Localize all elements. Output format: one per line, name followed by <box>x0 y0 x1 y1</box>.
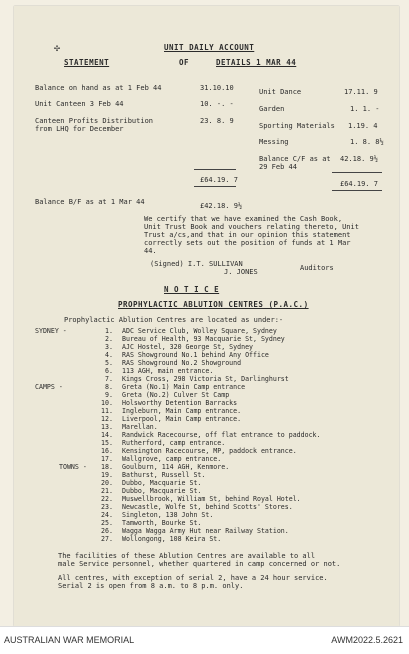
statement-of: OF <box>179 58 190 67</box>
centre-num: 26. <box>101 527 113 535</box>
centre-num: 2. <box>105 335 113 343</box>
balance-bf-label: Balance B/F as at 1 Mar 44 <box>35 198 145 206</box>
balance-bf-amount: £42.18. 9½ <box>200 202 243 210</box>
right-row-label: 29 Feb 44 <box>259 163 297 171</box>
statement-details: DETAILS 1 MAR 44 <box>216 58 297 67</box>
right-row-label: Garden <box>259 105 285 113</box>
centre-num: 15. <box>101 439 113 447</box>
right-row-label: Unit Dance <box>259 88 302 96</box>
auditors-label: Auditors <box>300 264 334 272</box>
right-row-amount: 1. 1. - <box>350 105 380 113</box>
centre-text: Marellan. <box>122 423 158 431</box>
accession-number: AWM2022.5.2621 <box>331 635 403 645</box>
centre-num: 5. <box>105 359 113 367</box>
centre-text: Kings Cross, 298 Victoria St, Darlinghurst <box>122 375 289 383</box>
centre-group: SYDNEY - <box>35 327 67 335</box>
centre-num: 19. <box>101 471 113 479</box>
institution-name: AUSTRALIAN WAR MEMORIAL <box>4 635 135 645</box>
total-rule-right <box>332 172 382 173</box>
closing-line: All centres, with exception of serial 2, have a 24 hour service. <box>58 574 328 582</box>
centre-num: 1. <box>105 327 113 335</box>
centre-num: 17. <box>101 455 113 463</box>
centre-text: Goulburn, 114 AGH, Kenmore. <box>122 463 230 471</box>
centre-num: 4. <box>105 351 113 359</box>
total-left: £64.19. 7 <box>200 176 238 184</box>
centre-text: Newcastle, Wolfe St, behind Scotts' Stores. <box>122 503 293 511</box>
centre-group: CAMPS - <box>35 383 63 391</box>
centre-num: 27. <box>101 535 113 543</box>
centre-num: 20. <box>101 479 113 487</box>
centre-num: 18. <box>101 463 113 471</box>
closing-line: Serial 2 is open from 8 a.m. to 8 p.m. only. <box>58 582 244 590</box>
centre-num: 9. <box>105 391 113 399</box>
centre-text: Wagga Wagga Army Hut near Railway Station. <box>122 527 289 535</box>
left-row-label: Balance on hand as at 1 Feb 44 <box>35 84 162 92</box>
centre-num: 16. <box>101 447 113 455</box>
right-row-amount: 1. 8. 8½ <box>350 138 384 146</box>
centre-text: Ingleburn, Main Camp entrance. <box>122 407 242 415</box>
centre-text: Kensington Racecourse, MP, paddock entrance. <box>122 447 297 455</box>
centre-group: TOWNS - <box>59 463 87 471</box>
left-row-amount: 23. 8. 9 <box>200 117 234 125</box>
centre-num: 6. <box>105 367 113 375</box>
right-row-label: Balance C/F as at <box>259 155 331 163</box>
left-row-label: from LHQ for December <box>35 125 124 133</box>
centre-text: AJC Hostel, 320 George St, Sydney <box>122 343 254 351</box>
right-row-label: Sporting Materials <box>259 122 335 130</box>
centre-text: Liverpool, Main Camp entrance. <box>122 415 242 423</box>
centre-num: 24. <box>101 511 113 519</box>
notice-intro: Prophylactic Ablution Centres are located as under:- <box>64 316 284 324</box>
certify-line: Trust a/cs,and that in our opinion this statement <box>144 231 351 239</box>
signed-line-2: J. JONES <box>224 268 258 276</box>
right-row-amount: 17.11. 9 <box>344 88 378 96</box>
total-underline-right <box>332 190 382 191</box>
centre-num: 12. <box>101 415 113 423</box>
certify-line: correctly sets out the position of funds at 1 Mar <box>144 239 351 247</box>
centre-text: Randwick Racecourse, off flat entrance to paddock. <box>122 431 321 439</box>
notice-subtitle: PROPHYLACTIC ABLUTION CENTRES (P.A.C.) <box>118 300 309 309</box>
document-page <box>14 6 399 626</box>
centre-text: Muswellbrook, William St, behind Royal Hotel. <box>122 495 301 503</box>
centre-text: ADC Service Club, Wolley Square, Sydney <box>122 327 277 335</box>
centre-text: RAS Showground No.1 behind Any Office <box>122 351 269 359</box>
total-right: £64.19. 7 <box>340 180 378 188</box>
left-row-label: Canteen Profits Distribution <box>35 117 154 125</box>
centre-text: Dubbo, Macquarie St. <box>122 479 202 487</box>
left-row-amount: 31.10.10 <box>200 84 234 92</box>
closing-line: The facilities of these Ablution Centres are available to all <box>58 552 316 560</box>
certify-line: Unit Trust Book and vouchers relating thereto, Unit <box>144 223 359 231</box>
centre-text: Dubbo, Macquarie St. <box>122 487 202 495</box>
total-underline-left <box>194 186 236 187</box>
centre-text: RAS Showground No.2 Showground <box>122 359 242 367</box>
centre-num: 23. <box>101 503 113 511</box>
centre-text: Bureau of Health, 93 Macquarie St, Sydney <box>122 335 285 343</box>
right-row-amount: 42.18. 9½ <box>340 155 378 163</box>
centre-num: 22. <box>101 495 113 503</box>
left-row-amount: 10. -. - <box>200 100 234 108</box>
statement-label: STATEMENT <box>64 58 110 67</box>
centre-num: 11. <box>101 407 113 415</box>
centre-num: 25. <box>101 519 113 527</box>
centre-text: Tamworth, Bourke St. <box>122 519 202 527</box>
centre-text: Wollongong, 108 Keira St. <box>122 535 222 543</box>
centre-num: 8. <box>105 383 113 391</box>
notice-title: N O T I C E <box>164 285 220 294</box>
centre-text: Holsworthy Detention Barracks <box>122 399 238 407</box>
centre-num: 21. <box>101 487 113 495</box>
centre-text: Greta (No.2) Culver St Camp <box>122 391 230 399</box>
document-title: UNIT DAILY ACCOUNT <box>164 43 255 52</box>
left-row-label: Unit Canteen 3 Feb 44 <box>35 100 124 108</box>
archive-footer <box>0 626 409 654</box>
closing-line: male Service personnel, whether quartered in camp concerned or not. <box>58 560 341 568</box>
centre-num: 14. <box>101 431 113 439</box>
document-mark-icon: ✣ <box>54 43 61 54</box>
total-rule-left <box>194 169 236 170</box>
certify-line: 44. <box>144 247 157 255</box>
right-row-label: Messing <box>259 138 289 146</box>
centre-text: Greta (No.1) Main Camp entrance <box>122 383 246 391</box>
certify-line: We certify that we have examined the Cash Book, <box>144 215 343 223</box>
signed-line: (Signed) I.T. SULLIVAN <box>150 260 243 268</box>
centre-num: 10. <box>101 399 113 407</box>
centre-text: Bathurst, Russell St. <box>122 471 206 479</box>
right-row-amount: 1.19. 4 <box>348 122 378 130</box>
centre-num: 13. <box>101 423 113 431</box>
centre-num: 3. <box>105 343 113 351</box>
centre-text: Singleton, 138 John St. <box>122 511 214 519</box>
centre-text: Rutherford, camp entrance. <box>122 439 226 447</box>
centre-num: 7. <box>105 375 113 383</box>
centre-text: Wallgrove, camp entrance. <box>122 455 222 463</box>
centre-text: 113 AGH, main entrance. <box>122 367 214 375</box>
